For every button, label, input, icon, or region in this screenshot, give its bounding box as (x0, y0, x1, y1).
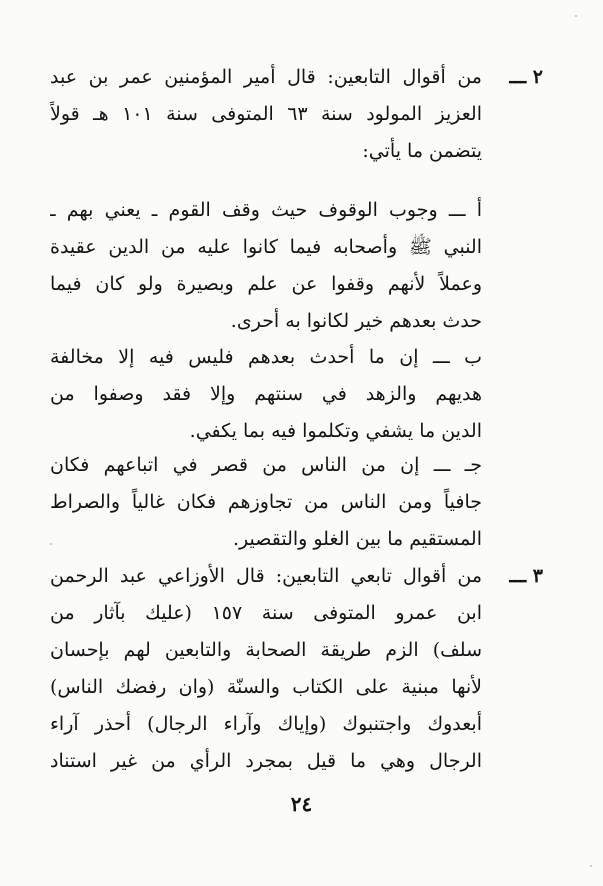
text-line: يتضمن ما يأتي: (362, 140, 482, 162)
paragraph-item-jim (50, 447, 482, 558)
text-line: النبي ﷺ وأصحابه فيما كانوا عليه من الدين عقيدة (50, 236, 482, 258)
paragraph-item-alif (50, 192, 482, 340)
page-number: ٢٤ (290, 792, 313, 816)
text-line: العزيز المولود سنة ٦٣ المتوفى سنة ١٠١ هـ قولاً (50, 103, 482, 125)
text-line: هديهم والزهد في سنتهم وإلا فقد وصفوا من (50, 383, 482, 405)
text-line: حدث بعدهم خير لكانوا به أحرى. (230, 310, 482, 332)
text-line: الرجال وهي ما قيل بمجرد الرأي من غير استناد (50, 750, 482, 772)
text-line: سلف) الزم طريقة الصحابة والتابعين لهم بإحسان (50, 639, 482, 661)
text-line: جـ ـــ إن من الناس من قصر في اتباعهم فكان (50, 454, 482, 476)
paragraph-number: ٣ ـــ (509, 565, 543, 587)
paragraph-tabieen-quote (50, 59, 482, 170)
text-line: الدين ما يشفي وتكلموا فيه بما يكفي. (189, 420, 482, 442)
text-line: أ ـــ وجوب الوقوف حيث وقف القوم ـ يعني بهم ـ (50, 199, 482, 221)
paragraph-item-ba (50, 339, 482, 450)
text-line: المستقيم ما بين الغلو والتقصير. (233, 528, 482, 550)
text-line: ب ـــ إن ما أحدث بعدهم فليس فيه إلا مخالفة (50, 346, 482, 368)
text-line: أبعدوك واجتنبوك (وإياك وآراء الرجال) أحذر آراء (50, 713, 482, 735)
scan-speck (575, 15, 577, 17)
scan-speck (590, 865, 592, 867)
text-line: لأنها مبنية على الكتاب والسنّة (وان رفضك الناس) (50, 676, 482, 698)
paragraph-number: ٢ ـــ (509, 66, 543, 88)
text-line: من أقوال تابعي التابعين: قال الأوزاعي عبد الرحمن (50, 565, 482, 587)
text-line: جافياً ومن الناس من تجاوزهم فكان غالياً والصراط (50, 491, 482, 513)
text-line: من أقوال التابعين: قال أمير المؤمنين عمر بن عبد (50, 66, 482, 88)
text-line: ابن عمرو المتوفى سنة ١٥٧ (عليك بآثار من (50, 602, 482, 624)
text-line: وعملاً لأنهم وقفوا عن علم وبصيرة ولو كان فيما (50, 273, 482, 295)
paragraph-tabi-tabieen-quote (50, 558, 482, 780)
scan-speck (50, 543, 52, 545)
